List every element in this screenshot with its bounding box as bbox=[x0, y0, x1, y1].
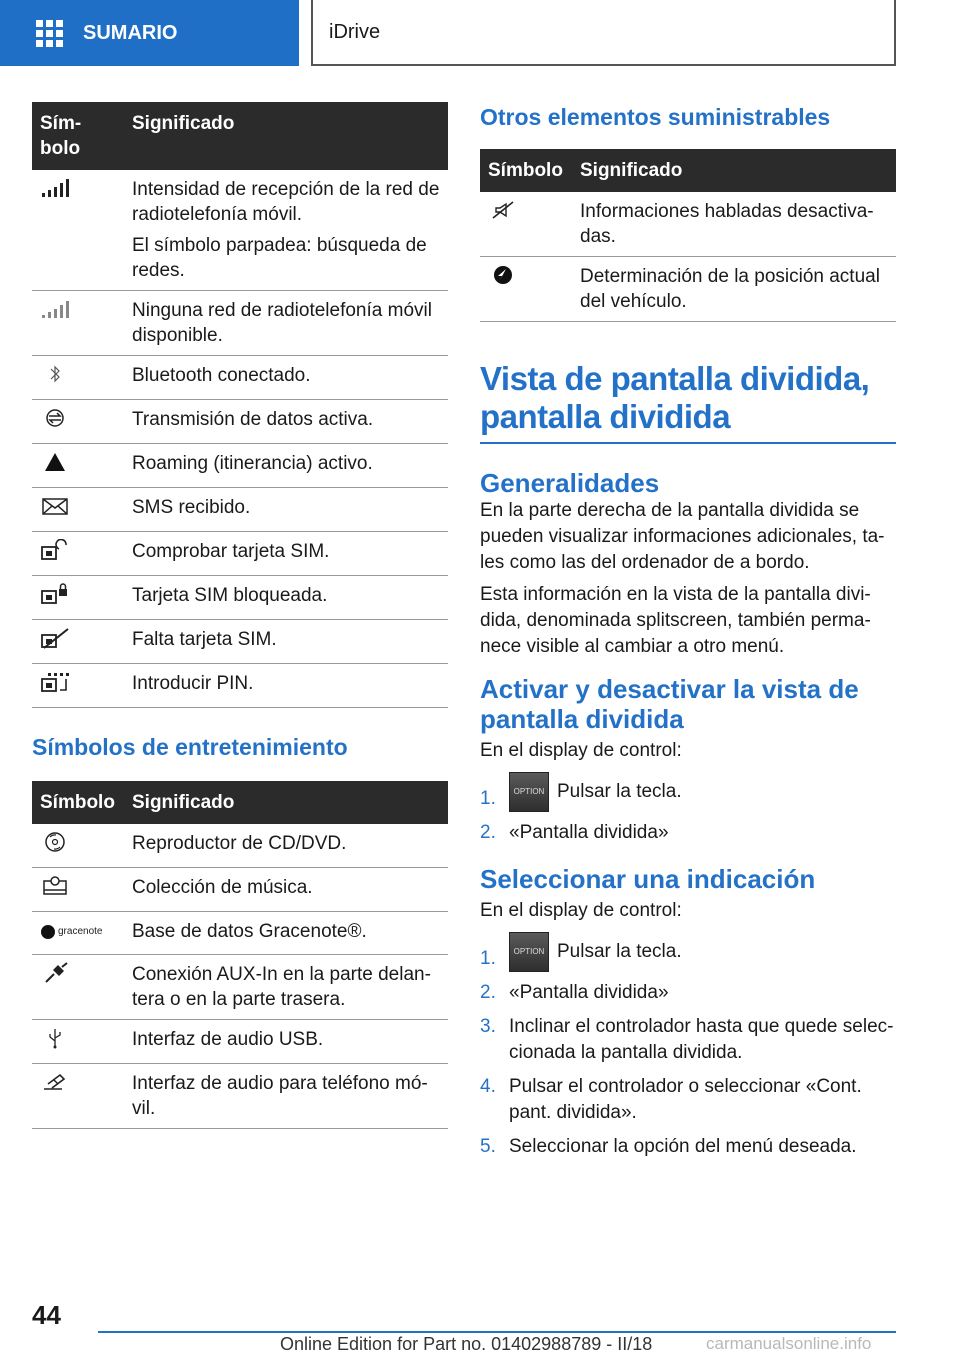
meaning-cell bbox=[124, 576, 448, 620]
left-column bbox=[32, 102, 448, 1129]
table-row bbox=[32, 824, 448, 868]
sumario-label: SUMARIO bbox=[83, 21, 178, 44]
step-number: 2. bbox=[480, 982, 496, 1003]
meaning-cell bbox=[124, 620, 448, 664]
meaning-text: Tarjeta SIM bloqueada. bbox=[132, 585, 328, 606]
bluetooth-icon bbox=[40, 363, 70, 385]
table-row bbox=[32, 170, 448, 291]
meaning-text: El símbolo parpadea: búsqueda de redes. bbox=[132, 235, 427, 281]
other-items-heading: Otros elementos suministrables bbox=[480, 104, 831, 130]
symbol-cell bbox=[32, 400, 124, 444]
meaning-cell bbox=[124, 488, 448, 532]
table-row bbox=[32, 868, 448, 912]
meaning-cell bbox=[124, 356, 448, 400]
step-body bbox=[509, 820, 669, 846]
step-number: 1. bbox=[480, 948, 496, 969]
table-row bbox=[32, 291, 448, 356]
meaning-text: SMS recibido. bbox=[132, 497, 251, 518]
option-key-icon: OPTION bbox=[509, 772, 549, 812]
step-body bbox=[509, 980, 669, 1006]
column-header-symbol: Símbolo bbox=[32, 781, 124, 824]
option-key-icon: OPTION bbox=[509, 932, 549, 972]
step-text: «Pantalla dividida» bbox=[509, 982, 669, 1003]
step-number: 2. bbox=[480, 822, 496, 843]
step-item bbox=[480, 980, 896, 1006]
edition-text: Online Edition for Part no. 01402988789 - II/18 bbox=[280, 1334, 653, 1354]
sim-locked-icon bbox=[40, 583, 70, 605]
section-tab-idrive[interactable] bbox=[311, 0, 896, 66]
meaning-cell bbox=[124, 1063, 448, 1128]
table-row bbox=[32, 912, 448, 955]
sumario-button[interactable] bbox=[0, 0, 299, 66]
meaning-cell bbox=[124, 868, 448, 912]
position-icon bbox=[488, 264, 518, 286]
section-label: iDrive bbox=[329, 20, 381, 43]
meaning-text: Intensidad de recepción de la red de radiotelefonía móvil. bbox=[132, 179, 440, 225]
entertainment-symbols-table bbox=[32, 781, 448, 1129]
table-row bbox=[32, 576, 448, 620]
meaning-text: Bluetooth conectado. bbox=[132, 365, 311, 386]
symbol-cell bbox=[32, 868, 124, 912]
step-item bbox=[480, 1074, 896, 1126]
meaning-cell bbox=[124, 444, 448, 488]
step-body bbox=[509, 1134, 857, 1160]
step-text: Pulsar la tecla. bbox=[557, 941, 682, 963]
table-row bbox=[480, 192, 896, 257]
meaning-text: Comprobar tarjeta SIM. bbox=[132, 541, 330, 562]
table-row bbox=[32, 356, 448, 400]
step-number: 5. bbox=[480, 1136, 496, 1157]
symbol-cell bbox=[32, 291, 124, 356]
step-number: 3. bbox=[480, 1016, 496, 1037]
no-network-icon bbox=[40, 298, 70, 320]
symbol-cell bbox=[32, 954, 124, 1019]
table-row bbox=[32, 400, 448, 444]
table-row bbox=[32, 444, 448, 488]
meaning-cell bbox=[124, 291, 448, 356]
signal-strength-icon bbox=[40, 177, 70, 199]
step-body bbox=[509, 1014, 896, 1066]
usb-icon bbox=[40, 1027, 70, 1049]
meaning-text: Determinación de la posición actual del vehículo. bbox=[580, 266, 880, 312]
cd-dvd-icon bbox=[40, 831, 70, 853]
phone-audio-icon bbox=[40, 1071, 70, 1093]
table-row bbox=[32, 664, 448, 708]
meaning-text: Conexión AUX-In en la parte delan-tera o en la parte trasera. bbox=[132, 963, 431, 1010]
entertainment-heading: Símbolos de entretenimiento bbox=[32, 734, 348, 760]
meaning-cell bbox=[572, 257, 896, 322]
meaning-text: Falta tarjeta SIM. bbox=[132, 629, 277, 650]
roaming-icon bbox=[40, 451, 70, 473]
grid-menu-icon bbox=[36, 20, 63, 47]
meaning-cell bbox=[572, 192, 896, 257]
step-text: Pulsar la tecla. bbox=[557, 781, 682, 803]
meaning-text: Informaciones habladas desactiva-das. bbox=[580, 201, 874, 247]
symbol-cell bbox=[32, 1019, 124, 1063]
meaning-text: Roaming (itinerancia) activo. bbox=[132, 453, 373, 474]
symbol-cell bbox=[32, 576, 124, 620]
data-transfer-icon bbox=[40, 407, 70, 429]
right-column bbox=[480, 102, 896, 1160]
symbol-cell bbox=[32, 620, 124, 664]
sim-pin-icon bbox=[40, 671, 70, 693]
step-body bbox=[509, 1074, 896, 1126]
column-header-symbol: Sím- bolo bbox=[32, 102, 124, 170]
meaning-text: Reproductor de CD/DVD. bbox=[132, 833, 347, 854]
sms-envelope-icon bbox=[40, 495, 70, 517]
meaning-cell bbox=[124, 170, 448, 291]
table-row bbox=[32, 1063, 448, 1128]
seleccionar-steps bbox=[480, 932, 896, 1160]
step-item bbox=[480, 820, 896, 846]
meaning-cell bbox=[124, 664, 448, 708]
table-row bbox=[32, 1019, 448, 1063]
meaning-text: Base de datos Gracenote®. bbox=[132, 921, 367, 942]
step-text: «Pantalla dividida» bbox=[509, 822, 669, 843]
symbol-cell bbox=[32, 356, 124, 400]
column-header-symbol: Símbolo bbox=[480, 149, 572, 192]
column-header-meaning: Significado bbox=[572, 149, 896, 192]
generalidades-paragraph-2: Esta información en la vista de la pantalla divi-dida, denominada splitscreen, también perma-nece visible al cambiar a otro menú. bbox=[480, 584, 871, 657]
meaning-cell bbox=[124, 912, 448, 955]
activar-intro: En el display de control: bbox=[480, 740, 682, 761]
gracenote-logo-icon bbox=[40, 919, 103, 941]
gracenote-logo-text: gracenote bbox=[58, 926, 103, 937]
table-row bbox=[480, 257, 896, 322]
symbol-cell bbox=[480, 192, 572, 257]
top-bar bbox=[0, 0, 960, 66]
meaning-cell bbox=[124, 1019, 448, 1063]
step-number: 1. bbox=[480, 788, 496, 809]
footer-divider bbox=[98, 1331, 896, 1333]
symbol-cell bbox=[32, 1063, 124, 1128]
table-row bbox=[32, 954, 448, 1019]
generalidades-heading: Generalidades bbox=[480, 468, 660, 498]
speech-off-icon bbox=[488, 199, 518, 221]
symbol-cell bbox=[32, 170, 124, 291]
status-symbols-table bbox=[32, 102, 448, 708]
meaning-cell bbox=[124, 954, 448, 1019]
watermark: carmanualsonline.info bbox=[706, 1334, 872, 1353]
meaning-text: Ninguna red de radiotelefonía móvil disponible. bbox=[132, 300, 432, 346]
music-collection-icon bbox=[40, 875, 70, 897]
symbol-cell bbox=[32, 488, 124, 532]
meaning-text: Transmisión de datos activa. bbox=[132, 409, 374, 430]
step-body bbox=[509, 772, 682, 812]
activar-steps bbox=[480, 772, 896, 846]
column-header-meaning: Significado bbox=[124, 781, 448, 824]
symbol-cell bbox=[480, 257, 572, 322]
meaning-cell bbox=[124, 400, 448, 444]
meaning-text: Interfaz de audio USB. bbox=[132, 1028, 324, 1050]
sim-missing-icon bbox=[40, 627, 70, 649]
step-number: 4. bbox=[480, 1076, 496, 1097]
meaning-cell bbox=[124, 532, 448, 576]
symbol-cell bbox=[32, 664, 124, 708]
step-item bbox=[480, 932, 896, 972]
meaning-text: Interfaz de audio para teléfono mó-vil. bbox=[132, 1072, 428, 1119]
generalidades-paragraph-1: En la parte derecha de la pantalla dividida se pueden visualizar informaciones adicionales, ta-les como las del ordenador de a bordo. bbox=[480, 500, 885, 573]
step-body bbox=[509, 932, 682, 972]
table-row bbox=[32, 488, 448, 532]
table-row bbox=[32, 532, 448, 576]
symbol-cell bbox=[32, 532, 124, 576]
section-title: Vista de pantalla dividida, pantalla dividida bbox=[480, 360, 896, 444]
seleccionar-intro: En el display de control: bbox=[480, 900, 682, 921]
other-symbols-table bbox=[480, 149, 896, 322]
aux-plug-icon bbox=[40, 962, 70, 984]
step-item bbox=[480, 772, 896, 812]
meaning-text: Colección de música. bbox=[132, 877, 313, 898]
step-item bbox=[480, 1014, 896, 1066]
step-text: Inclinar el controlador hasta que quede selec-cionada la pantalla dividida. bbox=[509, 1016, 894, 1063]
symbol-cell bbox=[32, 912, 124, 955]
sim-check-icon bbox=[40, 539, 70, 561]
step-text: Pulsar el controlador o seleccionar «Cont. pant. dividida». bbox=[509, 1076, 862, 1123]
symbol-cell bbox=[32, 444, 124, 488]
page-number: 44 bbox=[32, 1300, 61, 1330]
seleccionar-heading: Seleccionar una indicación bbox=[480, 864, 816, 894]
column-header-meaning: Significado bbox=[124, 102, 448, 170]
step-text: Seleccionar la opción del menú deseada. bbox=[509, 1136, 857, 1157]
meaning-cell bbox=[124, 824, 448, 868]
symbol-cell bbox=[32, 824, 124, 868]
meaning-text: Introducir PIN. bbox=[132, 673, 254, 694]
activar-heading: Activar y desactivar la vista de pantalla dividida bbox=[480, 674, 859, 734]
table-row bbox=[32, 620, 448, 664]
step-item bbox=[480, 1134, 896, 1160]
